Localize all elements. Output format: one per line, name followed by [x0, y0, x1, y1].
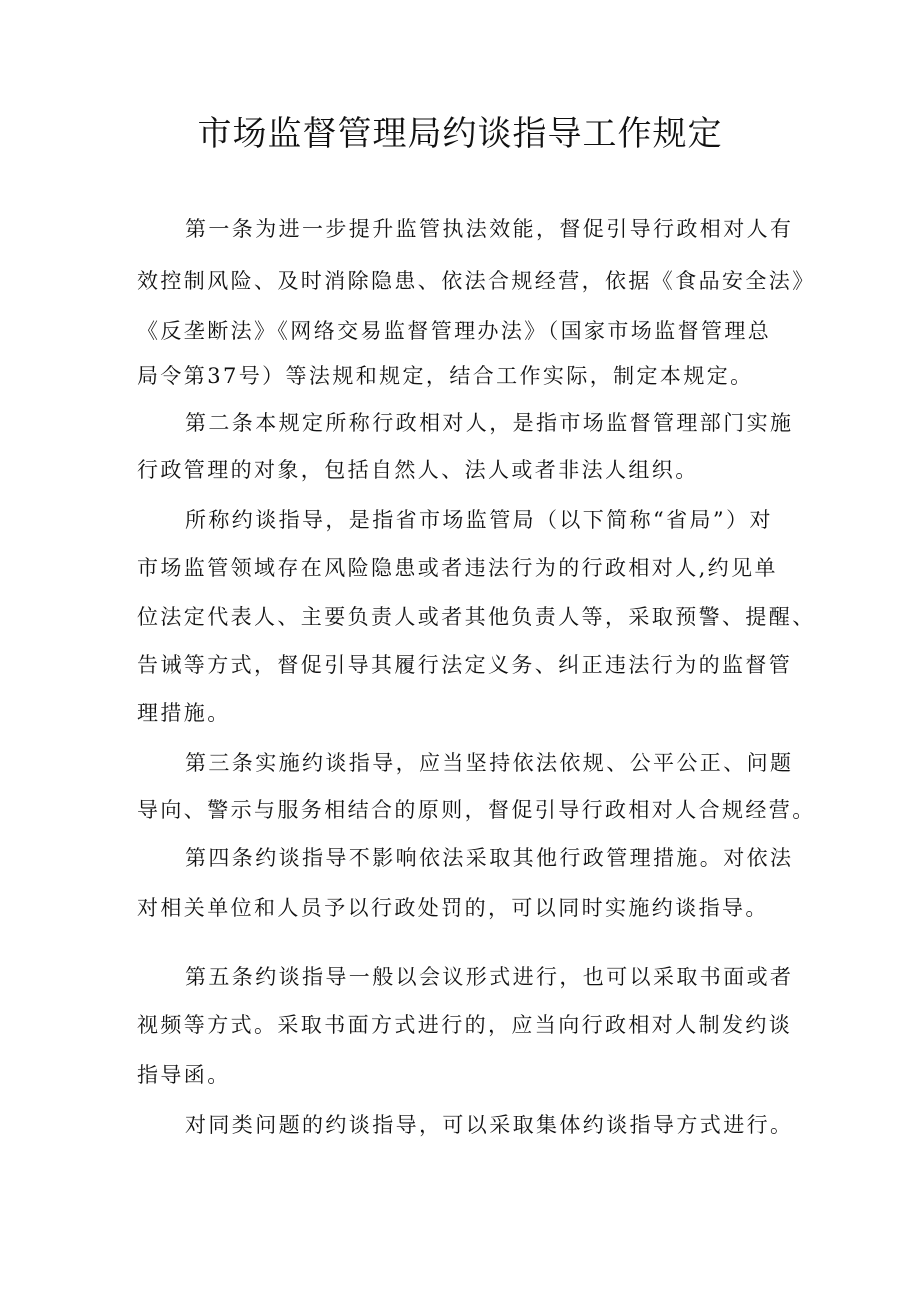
definition-line-1: 所称约谈指导，是指省市场监管局（以下简称“省局”）对 [185, 508, 773, 532]
article-1-line-2: 效控制风险、及时消除隐患、依法合规经营，依据《食品安全法》 [137, 269, 816, 293]
article-2-line-2: 行政管理的对象，包括自然人、法人或者非法人组织。 [137, 458, 699, 482]
article-3-line-1: 第三条实施约谈指导，应当坚持依法依规、公平公正、问题 [185, 751, 794, 775]
article-5-line-3: 指导函。 [137, 1063, 231, 1087]
definition-line-2: 市场监管领域存在风险隐患或者违法行为的行政相对人,约见单 [137, 556, 778, 580]
group-interview-line: 对同类问题的约谈指导，可以采取集体约谈指导方式进行。 [185, 1113, 794, 1137]
article-4-line-1: 第四条约谈指导不影响依法采取其他行政管理措施。对依法 [185, 846, 794, 870]
document-title: 市场监督管理局约谈指导工作规定 [197, 114, 723, 154]
article-1-line-4: 局令第37号）等法规和规定，结合工作实际，制定本规定。 [137, 364, 754, 388]
article-5-line-1: 第五条约谈指导一般以会议形式进行，也可以采取书面或者 [185, 965, 794, 989]
article-5-line-2: 视频等方式。采取书面方式进行的，应当向行政相对人制发约谈 [137, 1013, 793, 1037]
article-1-line-3: 《反垄断法》《网络交易监督管理办法》（国家市场监督管理总 [137, 319, 772, 343]
definition-line-3: 位法定代表人、主要负责人或者其他负责人等，采取预警、提醒、 [137, 605, 816, 629]
article-2-line-1: 第二条本规定所称行政相对人，是指市场监督管理部门实施 [185, 411, 794, 435]
definition-line-5: 理措施。 [137, 701, 231, 725]
article-4-line-2: 对相关单位和人员予以行政处罚的，可以同时实施约谈指导。 [137, 896, 769, 920]
article-3-line-2: 导向、警示与服务相结合的原则，督促引导行政相对人合规经营。 [137, 798, 816, 822]
article-1-line-1: 第一条为进一步提升监管执法效能，督促引导行政相对人有 [185, 217, 794, 241]
definition-line-4: 告诫等方式，督促引导其履行法定义务、纠正违法行为的监督管 [137, 653, 793, 677]
